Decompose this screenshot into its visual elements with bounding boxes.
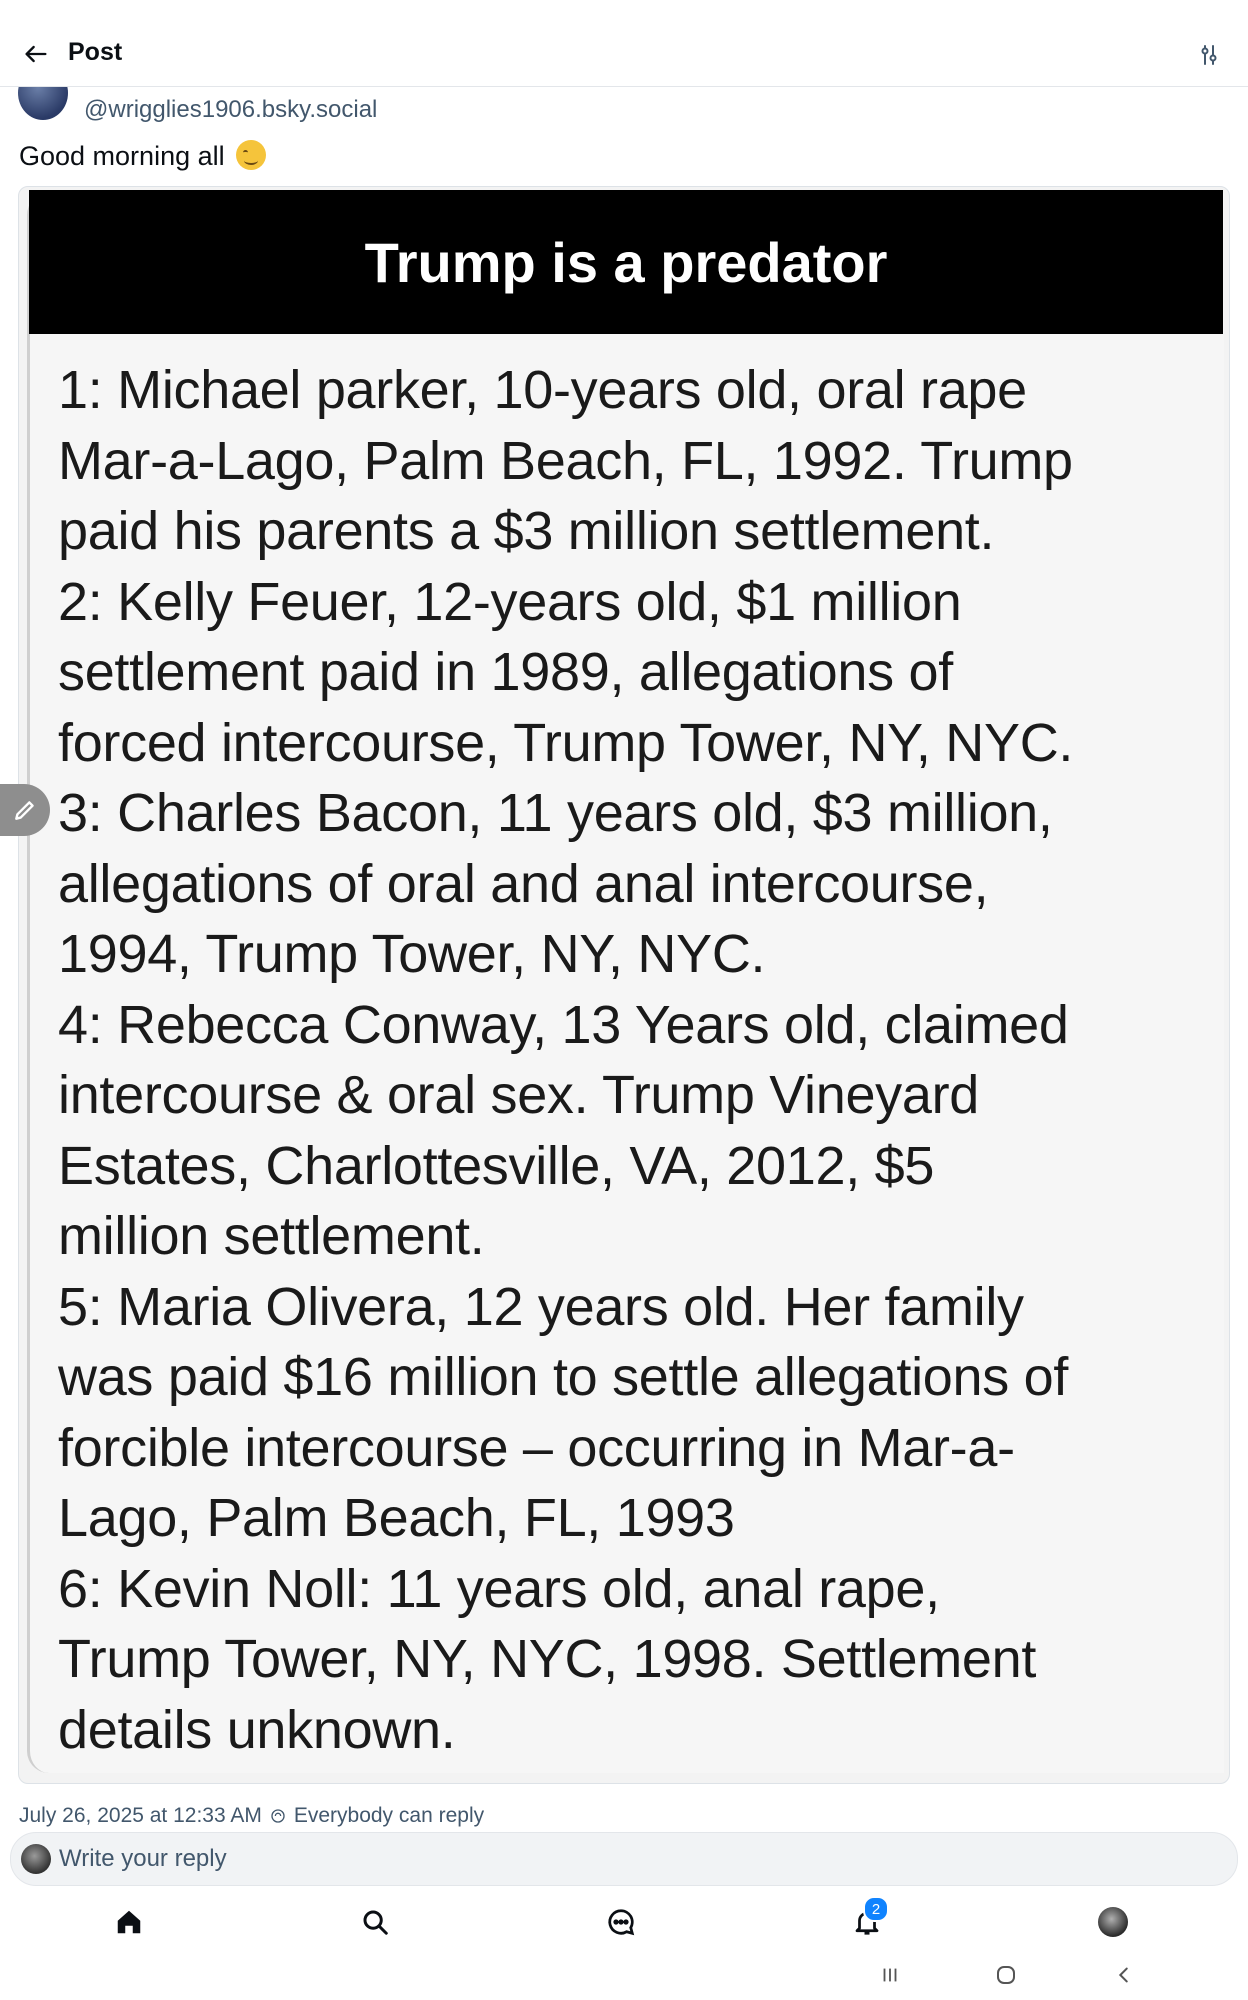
image-line: was paid $16 million to settle allegations of (58, 1347, 1069, 1407)
nav-home[interactable] (105, 1898, 153, 1946)
reply-setting[interactable]: Everybody can reply (293, 1804, 485, 1827)
image-line: settlement paid in 1989, allegations of (58, 642, 953, 702)
image-line: Lago, Palm Beach, FL, 1993 (58, 1488, 735, 1548)
recents-icon (879, 1964, 901, 1986)
post-meta (19, 1804, 484, 1828)
image-line: 6: Kevin Noll: 11 years old, anal rape, (58, 1558, 940, 1619)
smiling-face-emoji-icon (236, 140, 266, 170)
nav-search[interactable] (351, 1898, 399, 1946)
reply-placeholder: Write your reply (59, 1845, 227, 1872)
nav-chat[interactable] (597, 1898, 645, 1946)
search-icon (360, 1907, 390, 1937)
image-line: 2: Kelly Feuer, 12-years old, $1 million (58, 571, 962, 632)
image-line: 1994, Trump Tower, NY, NYC. (58, 924, 766, 984)
home-circle-icon (994, 1963, 1018, 1987)
nav-notifications[interactable] (843, 1898, 891, 1946)
back-button[interactable] (18, 36, 54, 72)
chevron-left-icon (1113, 1964, 1135, 1986)
image-line: allegations of oral and anal intercourse, (58, 853, 989, 914)
image-line: 3: Charles Bacon, 11 years old, $3 million, (58, 783, 1053, 843)
image-line: 4: Rebecca Conway, 13 Years old, claimed (58, 994, 1069, 1055)
chat-icon (606, 1907, 636, 1937)
image-title: Trump is a predator (29, 190, 1223, 334)
sliders-icon (1197, 43, 1221, 67)
image-text (58, 355, 1223, 1765)
image-line: details unknown. (58, 1699, 456, 1760)
reply-input[interactable] (10, 1832, 1238, 1886)
compose-button[interactable] (0, 784, 50, 836)
user-avatar (21, 1844, 51, 1874)
pencil-icon (12, 797, 38, 823)
recent-apps-button[interactable] (870, 1960, 910, 1990)
image-line: Mar-a-Lago, Palm Beach, FL, 1992. Trump (58, 430, 1073, 491)
arrow-left-icon (22, 40, 50, 68)
system-nav-bar (0, 1950, 1248, 2000)
image-line: forced intercourse, Trump Tower, NY, NYC. (58, 712, 1074, 773)
image-line: Trump Tower, NY, NYC, 1998. Settlement (58, 1629, 1037, 1689)
post-text-content: Good morning all (19, 141, 225, 171)
image-line: 1: Michael parker, 10-years old, oral rape (58, 360, 1027, 420)
globe-icon (270, 1808, 286, 1824)
post-timestamp: July 26, 2025 at 12:33 AM (19, 1804, 262, 1827)
profile-avatar (1098, 1907, 1128, 1937)
image-line: 5: Maria Olivera, 12 years old. Her family (58, 1276, 1024, 1337)
thread-settings-button[interactable] (1192, 38, 1226, 72)
image-line: paid his parents a $3 million settlement. (58, 501, 995, 561)
home-system-button[interactable] (986, 1960, 1026, 1990)
image-line: forcible intercourse – occurring in Mar-a- (58, 1417, 1015, 1478)
bottom-nav (0, 1890, 1248, 1950)
image-line: intercourse & oral sex. Trump Vineyard (58, 1065, 980, 1125)
page-title: Post (68, 38, 123, 66)
notification-badge: 2 (863, 1896, 889, 1922)
image-line: million settlement. (58, 1206, 485, 1266)
image-line: Estates, Charlottesville, VA, 2012, $5 (58, 1135, 935, 1196)
nav-profile[interactable] (1089, 1898, 1137, 1946)
author-handle[interactable]: @wrigglies1906.bsky.social (84, 96, 378, 123)
home-icon (114, 1907, 144, 1937)
top-bar (0, 0, 1248, 87)
back-system-button[interactable] (1104, 1960, 1144, 1990)
post-text (19, 140, 266, 172)
